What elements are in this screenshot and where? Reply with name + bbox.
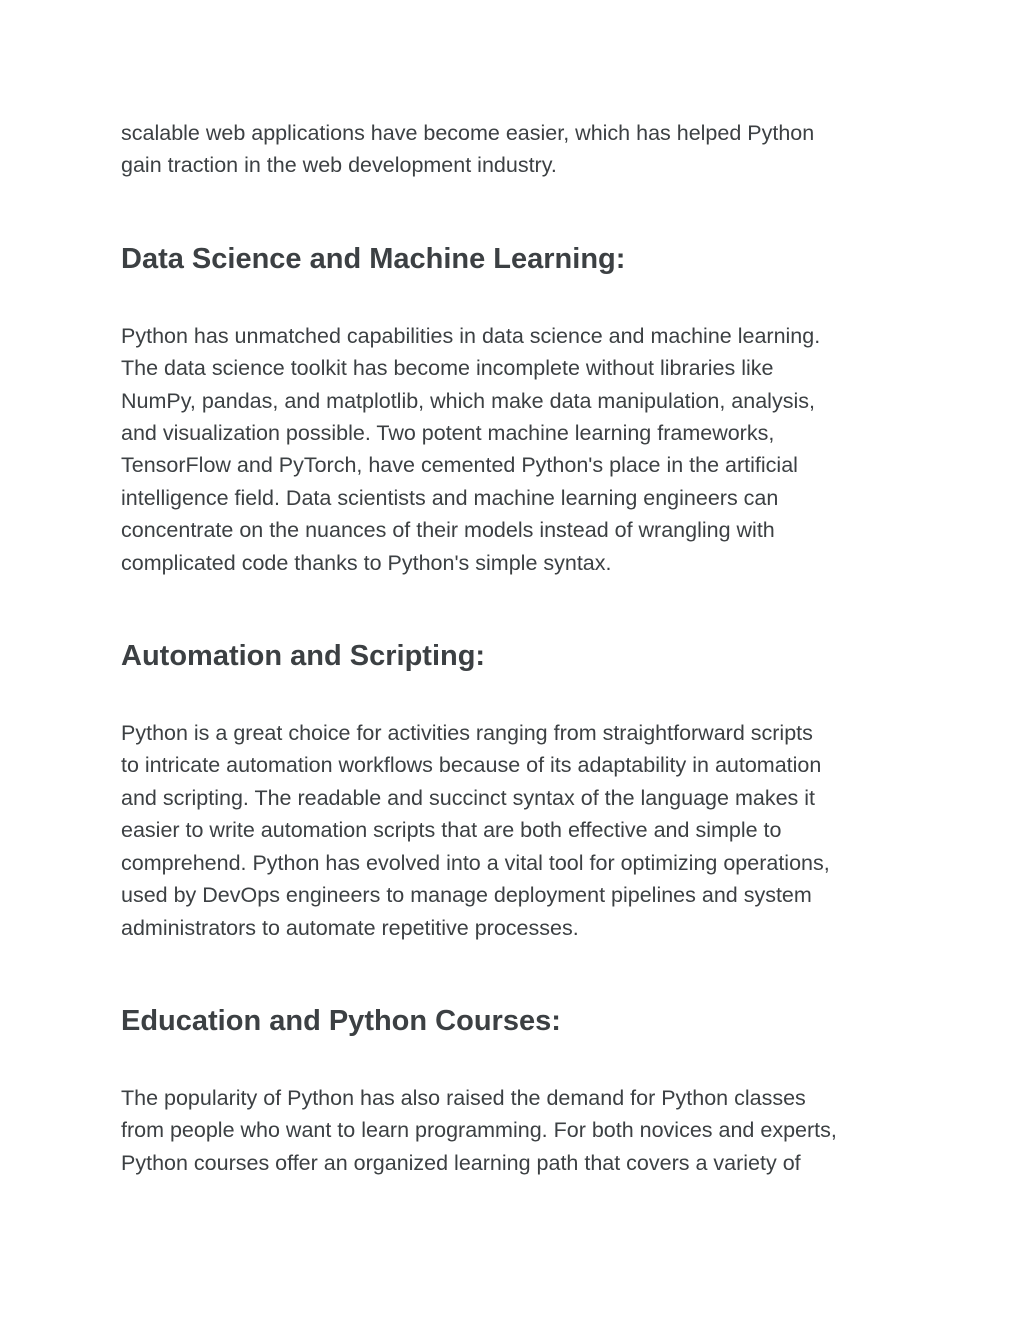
paragraph-line: Python has unmatched capabilities in data science and machine learning. <box>121 323 821 348</box>
paragraph-line: from people who want to learn programming. For both novices and experts, <box>121 1118 837 1143</box>
paragraph-line: and scripting. The readable and succinct syntax of the language makes it <box>121 785 815 810</box>
paragraph-line: to intricate automation workflows because of its adaptability in automation <box>121 753 822 778</box>
paragraph-line: The popularity of Python has also raised the demand for Python classes <box>121 1085 806 1110</box>
paragraph-line: comprehend. Python has evolved into a vital tool for optimizing operations, <box>121 850 830 875</box>
intro-paragraph <box>121 117 911 182</box>
paragraph-line: Python is a great choice for activities ranging from straightforward scripts <box>121 721 813 746</box>
paragraph-line: intelligence field. Data scientists and machine learning engineers can <box>121 485 779 510</box>
paragraph-line: administrators to automate repetitive processes. <box>121 915 579 940</box>
automation-paragraph <box>121 717 911 944</box>
paragraph-line: NumPy, pandas, and matplotlib, which make data manipulation, analysis, <box>121 388 815 413</box>
paragraph-line: TensorFlow and PyTorch, have cemented Python's place in the artificial <box>121 453 798 478</box>
paragraph-line: used by DevOps engineers to manage deployment pipelines and system <box>121 883 812 908</box>
section-heading-automation: Automation and Scripting: <box>121 640 486 673</box>
document-page <box>121 117 911 1179</box>
paragraph-line: gain traction in the web development industry. <box>121 153 557 178</box>
paragraph-line: concentrate on the nuances of their models instead of wrangling with <box>121 518 775 543</box>
paragraph-line: Python courses offer an organized learning path that covers a variety of <box>121 1150 801 1175</box>
paragraph-line: complicated code thanks to Python's simple syntax. <box>121 550 612 575</box>
education-paragraph <box>121 1082 911 1179</box>
section-heading-education: Education and Python Courses: <box>121 1004 561 1037</box>
paragraph-line: and visualization possible. Two potent machine learning frameworks, <box>121 421 775 446</box>
data-science-paragraph <box>121 320 911 579</box>
paragraph-line: easier to write automation scripts that are both effective and simple to <box>121 818 782 843</box>
section-heading-data-science: Data Science and Machine Learning: <box>121 242 626 275</box>
paragraph-line: scalable web applications have become easier, which has helped Python <box>121 121 815 145</box>
paragraph-line: The data science toolkit has become incomplete without libraries like <box>121 356 774 381</box>
